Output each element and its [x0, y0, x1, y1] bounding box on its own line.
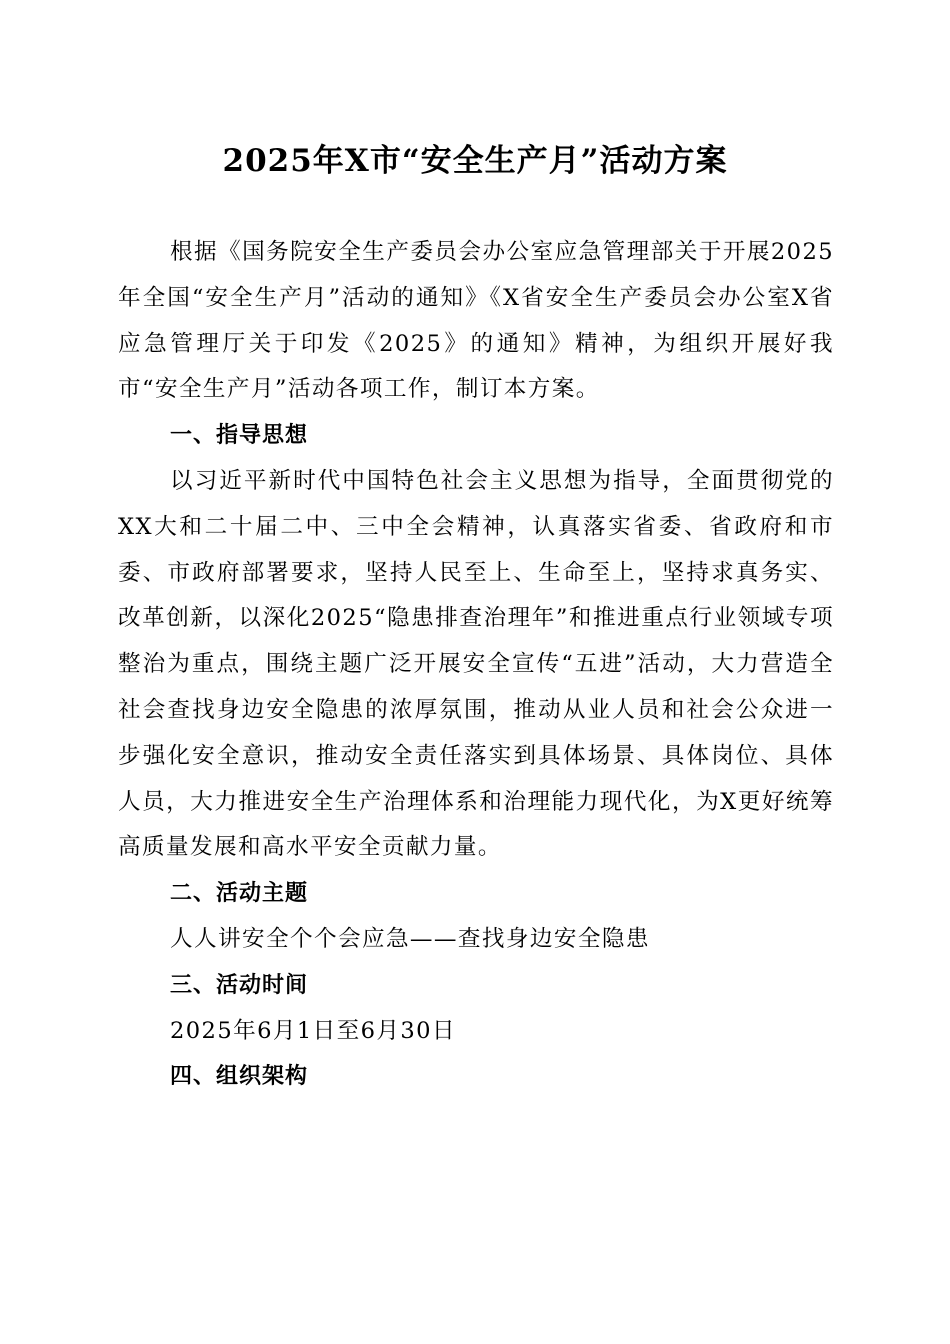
document-body	[118, 230, 834, 1100]
document-title: 2025年X市“安全生产月”活动方案	[222, 143, 728, 179]
section-paragraph-activity-time: 2025年6月1日至6月30日	[170, 1017, 456, 1044]
section-heading-guiding-ideology: 一、指导思想	[170, 423, 309, 449]
intro-paragraph: 根据《国务院安全生产委员会办公室应急管理部关于开展2025年全国“安全生产月”活动的通知》《X省安全生产委员会办公室X省应急管理厅关于印发《2025》的通知》精神，为组织开展好我市“安全生产月”活动各项工作，制订本方案。	[118, 239, 834, 403]
section-heading-activity-theme: 二、活动主题	[170, 881, 309, 907]
section-heading-organization: 四、组织架构	[170, 1064, 309, 1090]
section-paragraph-activity-theme: 人人讲安全个个会应急——查找身边安全隐患	[170, 925, 650, 952]
section-heading-activity-time: 三、活动时间	[170, 972, 309, 998]
section-paragraph-guiding-ideology: 以习近平新时代中国特色社会主义思想为指导，全面贯彻党的XX大和二十届二中、三中全会精神，认真落实省委、省政府和市委、市政府部署要求，坚持人民至上、生命至上，坚持求真务实、改革创新，以深化2025“隐患排查治理年”和推进重点行业领域专项整治为重点，围绕主题广泛开展安全宣传“五进”活动，大力营造全社会查找身边安全隐患的浓厚氛围，推动从业人员和社会公众进一步强化安全意识，推动安全责任落实到具体场景、具体岗位、具体人员，大力推进安全生产治理体系和治理能力现代化，为X更好统筹高质量发展和高水平安全贡献力量。	[118, 467, 834, 861]
